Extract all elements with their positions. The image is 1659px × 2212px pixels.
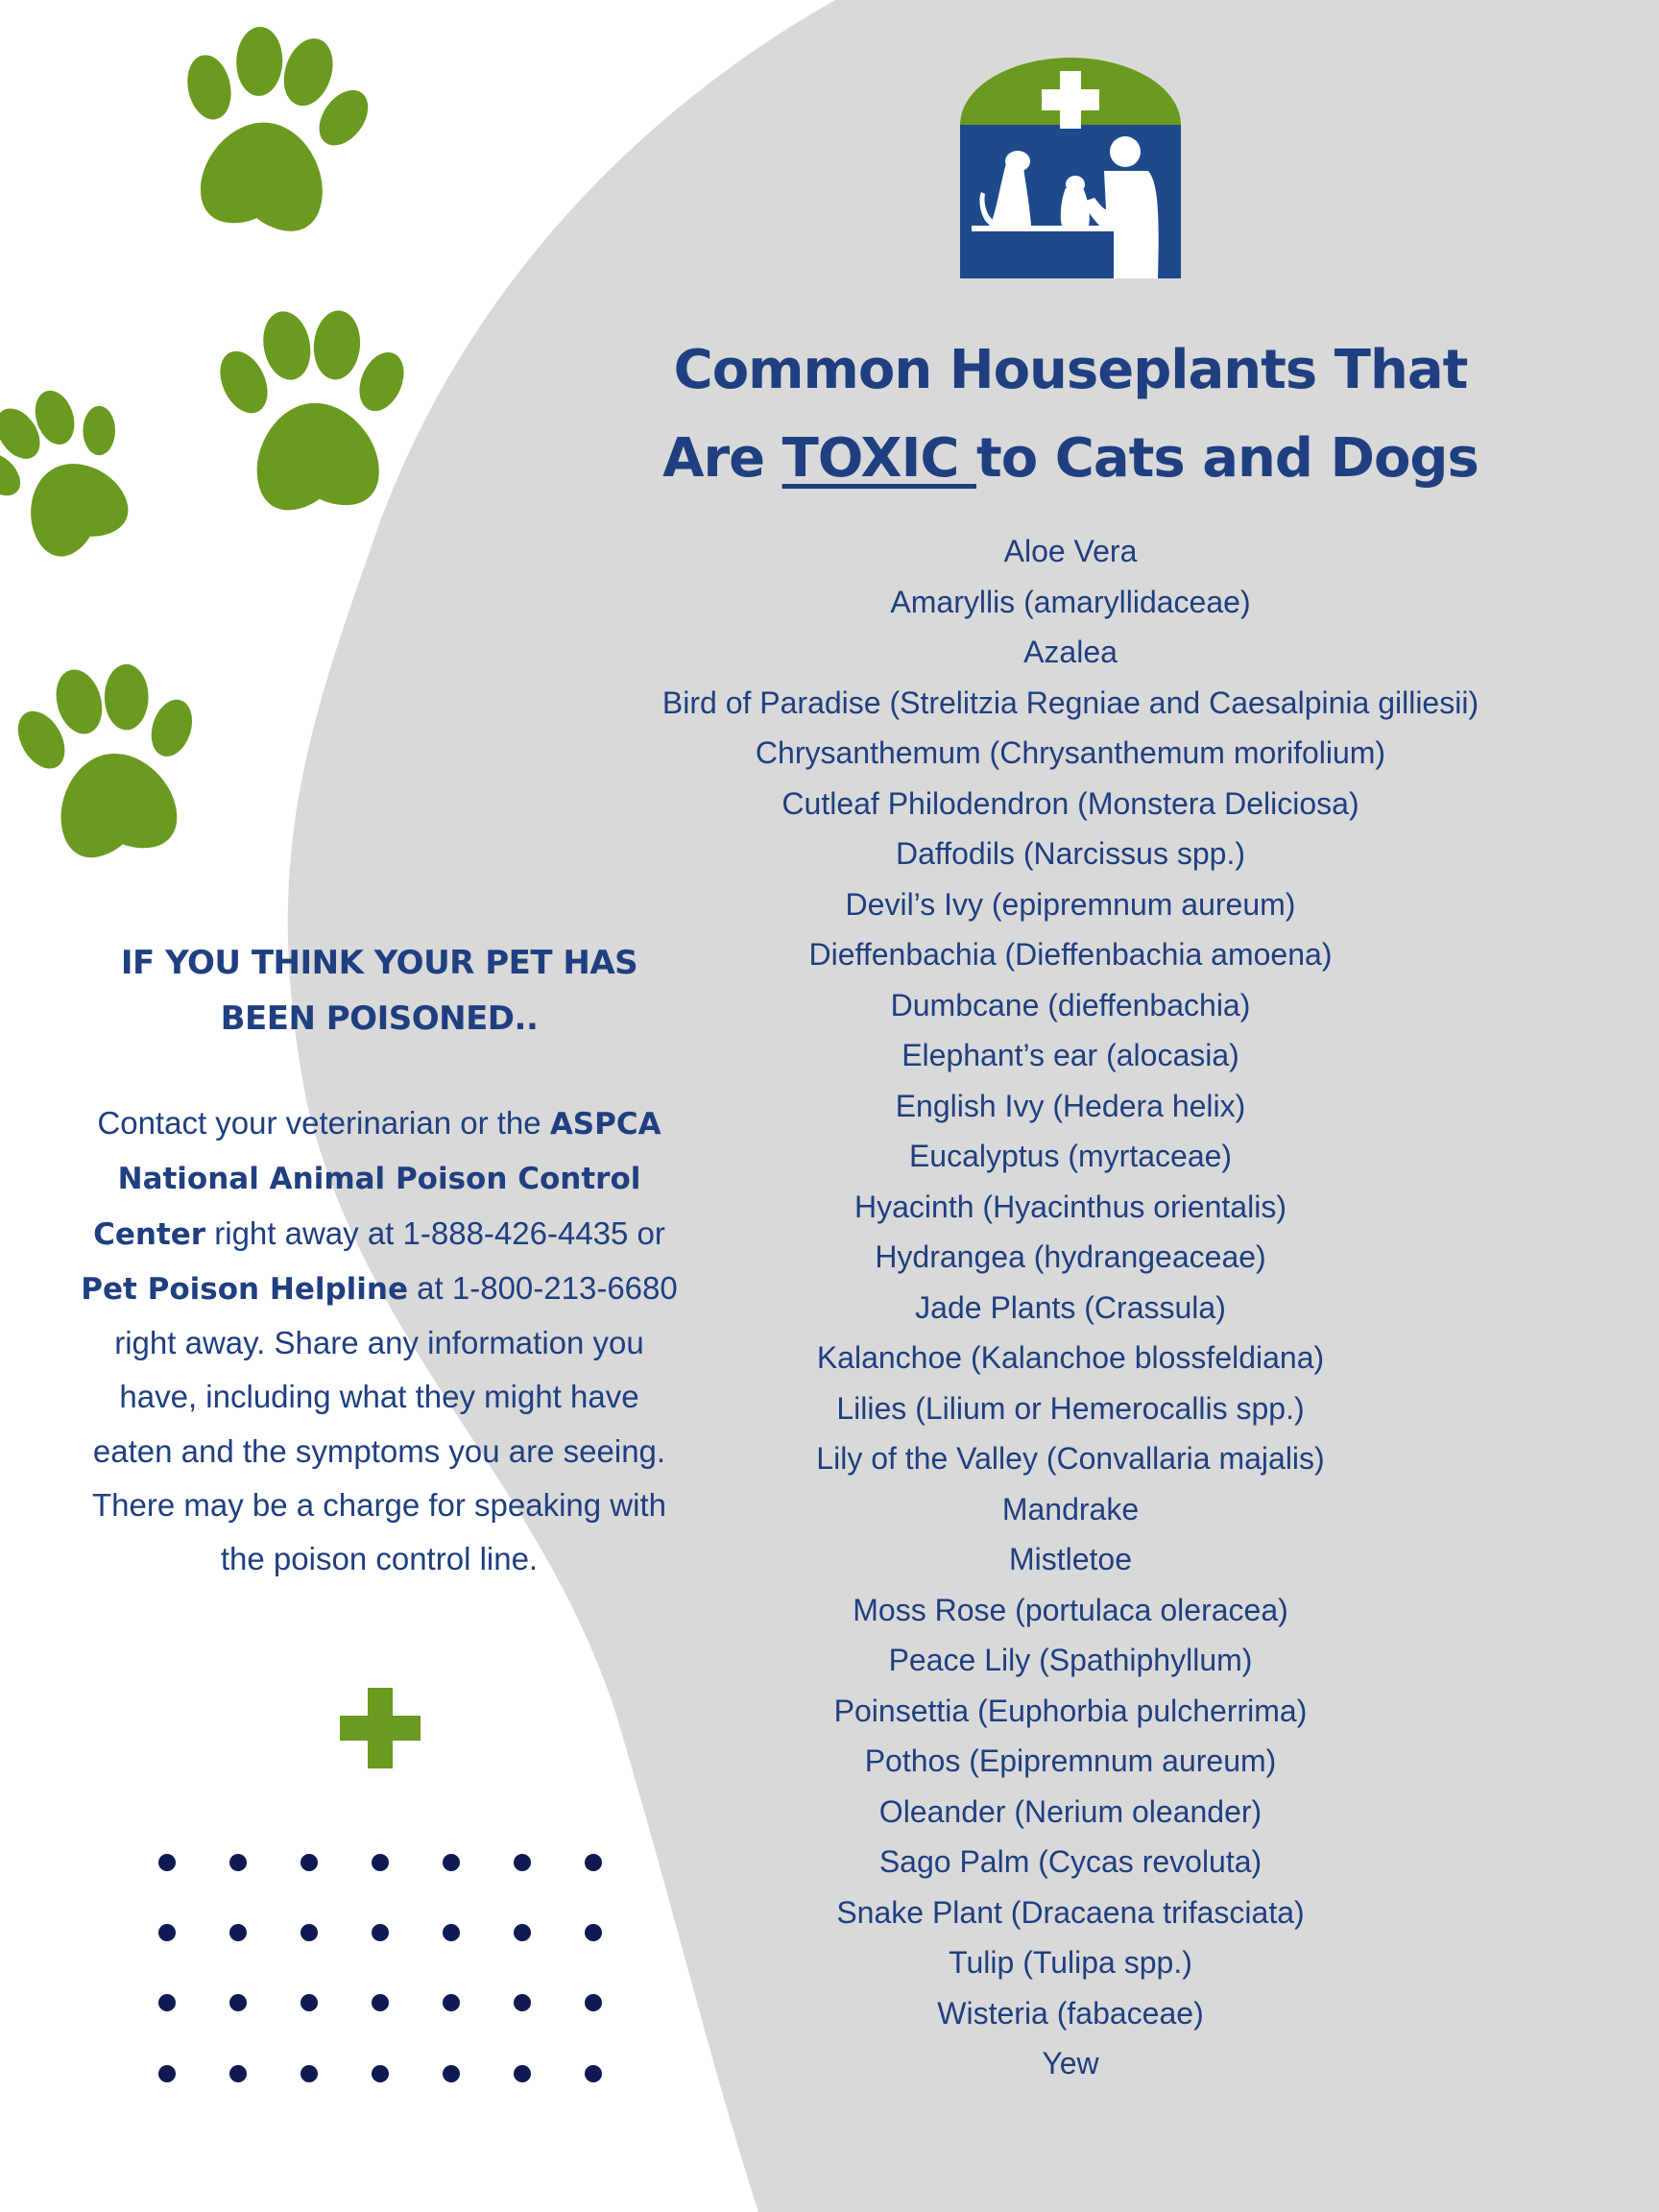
- list-item: Hyacinth (Hyacinthus orientalis): [854, 1189, 1286, 1224]
- list-item: English Ivy (Hedera helix): [895, 1088, 1246, 1123]
- list-item: Mandrake: [1001, 1491, 1140, 1527]
- list-item: Snake Plant (Dracaena trifasciata): [836, 1894, 1305, 1930]
- list-item: Dumbcane (dieffenbachia): [890, 987, 1251, 1022]
- paw-icon: [207, 300, 417, 527]
- title-line-2-prefix: Are: [662, 427, 782, 490]
- toxic-plant-list: [595, 526, 1546, 2089]
- list-item: Lily of the Valley (Convallaria majalis): [816, 1441, 1325, 1476]
- veterinary-clinic-logo-icon: [960, 58, 1181, 278]
- list-item: Oleander (Nerium oleander): [878, 1793, 1262, 1829]
- list-item: Jade Plants (Crassula): [915, 1289, 1226, 1325]
- list-item: Hydrangea (hydrangeaceae): [875, 1239, 1266, 1274]
- list-item: Poinsettia (Euphorbia pulcherrima): [833, 1693, 1308, 1728]
- list-item: Cutleaf Philodendron (Monstera Deliciosa): [781, 785, 1359, 821]
- list-item: Dieffenbachia (Dieffenbachia amoena): [808, 937, 1333, 972]
- list-item: Daffodils (Narcissus spp.): [896, 836, 1245, 871]
- list-item: Sago Palm (Cycas revoluta): [878, 1844, 1262, 1879]
- title-line-2-suffix: to Cats and Dogs: [976, 427, 1479, 490]
- plus-icon: [340, 1688, 421, 1768]
- list-item: Devil’s Ivy (epipremnum aureum): [845, 886, 1296, 922]
- title-line-2: [595, 415, 1546, 503]
- list-item: Bird of Paradise (Strelitzia Regniae and Caesalpinia gilliesii): [661, 685, 1479, 720]
- poison-contact-instructions: [81, 1096, 678, 1587]
- list-item: Wisteria (fabaceae): [937, 1995, 1204, 2031]
- list-item: Eucalyptus (myrtaceae): [908, 1139, 1233, 1173]
- poison-warning-heading: IF YOU THINK YOUR PET HAS BEEN POISONED..: [120, 944, 638, 1038]
- list-item: Peace Lily (Spathiphyllum): [888, 1643, 1253, 1677]
- aspca-center-name: ASPCA National Animal Poison Control Center: [93, 1107, 661, 1252]
- list-item: Amaryllis (amaryllidaceae): [890, 584, 1251, 619]
- list-item: Chrysanthemum (Chrysanthemum morifolium): [755, 735, 1386, 770]
- body-text: right away at 1-888-426-4435 or: [205, 1214, 665, 1251]
- list-item: Kalanchoe (Kalanchoe blossfeldiana): [816, 1340, 1325, 1375]
- pet-poison-helpline-name: Pet Poison Helpline: [81, 1271, 409, 1307]
- page-title: [595, 326, 1546, 503]
- list-item: Lilies (Lilium or Hemerocallis spp.): [836, 1390, 1305, 1426]
- list-item: Azalea: [1023, 635, 1118, 669]
- list-item: Pothos (Epipremnum aureum): [864, 1743, 1277, 1778]
- body-text: at 1-800-213-6680 right away. Share any information you have, including what they might have eaten and the symptoms you are seeing. There may be a charge for speaking with the poison control line.: [92, 1269, 678, 1577]
- list-item: Aloe Vera: [1003, 534, 1138, 568]
- list-item: Yew: [1042, 2046, 1099, 2080]
- paw-icon: [159, 14, 379, 251]
- list-item: Mistletoe: [1008, 1542, 1133, 1576]
- list-item: Elephant’s ear (alocasia): [902, 1038, 1239, 1072]
- body-text: Contact your veterinarian or the: [97, 1105, 550, 1141]
- dot-grid-decoration: [156, 1849, 607, 2089]
- title-line-1: Common Houseplants That: [673, 339, 1468, 401]
- paw-icon: [1, 648, 216, 878]
- title-toxic-emphasis: TOXIC: [781, 427, 976, 490]
- list-item: Tulip (Tulipa spp.): [949, 1945, 1192, 1980]
- list-item: Moss Rose (portulaca oleracea): [853, 1592, 1288, 1627]
